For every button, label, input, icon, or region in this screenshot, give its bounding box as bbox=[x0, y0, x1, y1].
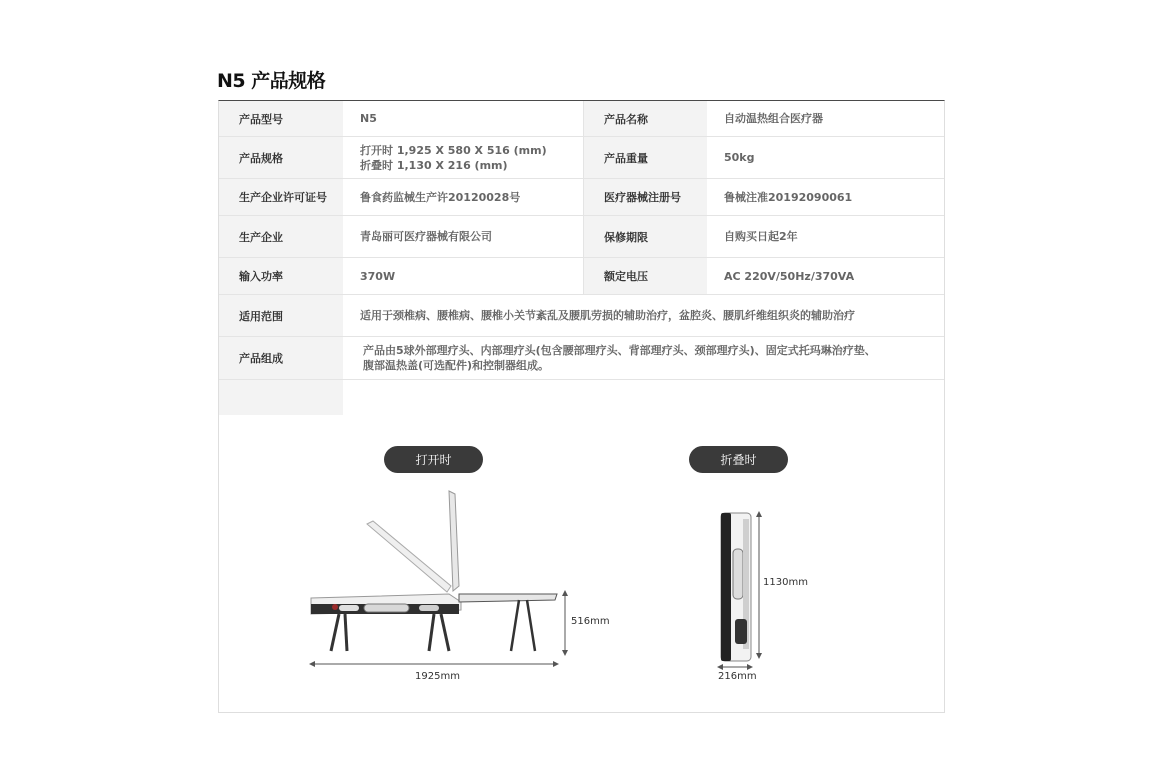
value-manufacturer: 青岛丽可医疗器械有限公司 bbox=[360, 230, 492, 243]
table-row bbox=[219, 179, 944, 216]
open-bed-illustration bbox=[299, 486, 599, 686]
open-state-label: 打开时 bbox=[384, 446, 483, 473]
label-manufacturer: 生产企业 bbox=[219, 216, 343, 257]
value-spec-folded: 折叠时 1,130 X 216 (mm) bbox=[360, 158, 508, 172]
label-product-name: 产品名称 bbox=[583, 101, 707, 136]
table-row bbox=[219, 258, 944, 295]
value-registration: 鲁械注准20192090061 bbox=[724, 190, 853, 204]
value-power: 370W bbox=[360, 269, 396, 283]
value-scope: 适用于颈椎病、腰椎病、腰椎小关节紊乱及腰肌劳损的辅助治疗，盆腔炎、腰肌纤维组织炎的辅助治疗 bbox=[360, 309, 855, 322]
value-weight: 50kg bbox=[724, 151, 755, 164]
value-product-name: 自动温热组合医疗器 bbox=[724, 112, 823, 125]
label-power: 输入功率 bbox=[219, 258, 343, 294]
folded-height-dimension: 1130mm bbox=[763, 577, 808, 588]
folded-width-dimension: 216mm bbox=[718, 671, 757, 682]
value-composition bbox=[343, 337, 944, 379]
table-row bbox=[219, 295, 944, 337]
label-warranty: 保修期限 bbox=[583, 216, 707, 257]
label-spec: 产品规格 bbox=[219, 137, 343, 178]
label-model: 产品型号 bbox=[219, 101, 343, 136]
label-composition: 产品组成 bbox=[219, 337, 343, 379]
folded-state-label: 折叠时 bbox=[689, 446, 788, 473]
value-model: N5 bbox=[360, 112, 377, 125]
label-scope: 适用范围 bbox=[219, 295, 343, 336]
value-spec bbox=[343, 137, 583, 178]
open-length-dimension: 1925mm bbox=[415, 671, 460, 682]
label-license: 生产企业许可证号 bbox=[219, 179, 343, 215]
value-spec-open: 打开时 1,925 X 580 X 516 (mm) bbox=[360, 143, 547, 157]
folded-bed-illustration bbox=[715, 509, 785, 679]
spec-panel bbox=[218, 100, 945, 713]
value-warranty: 自购买日起2年 bbox=[724, 230, 798, 243]
label-weight: 产品重量 bbox=[583, 137, 707, 178]
table-row bbox=[219, 137, 944, 179]
page-title: N5 产品规格 bbox=[217, 70, 326, 92]
label-voltage: 额定电压 bbox=[583, 258, 707, 294]
label-registration: 医疗器械注册号 bbox=[583, 179, 707, 215]
open-height-dimension: 516mm bbox=[571, 616, 610, 627]
value-voltage: AC 220V/50Hz/370VA bbox=[724, 269, 855, 283]
label-filler bbox=[219, 380, 343, 415]
table-row bbox=[219, 216, 944, 258]
value-composition-line2: 腹部温热盖(可选配件)和控制器组成。 bbox=[363, 359, 550, 372]
table-row bbox=[219, 337, 944, 380]
table-row bbox=[219, 101, 944, 137]
value-license: 鲁食药监械生产许20120028号 bbox=[360, 190, 521, 204]
value-composition-line1: 产品由5球外部理疗头、内部理疗头(包含腰部理疗头、背部理疗头、颈部理疗头)、固定式托玛琳治疗垫、 bbox=[363, 344, 876, 357]
